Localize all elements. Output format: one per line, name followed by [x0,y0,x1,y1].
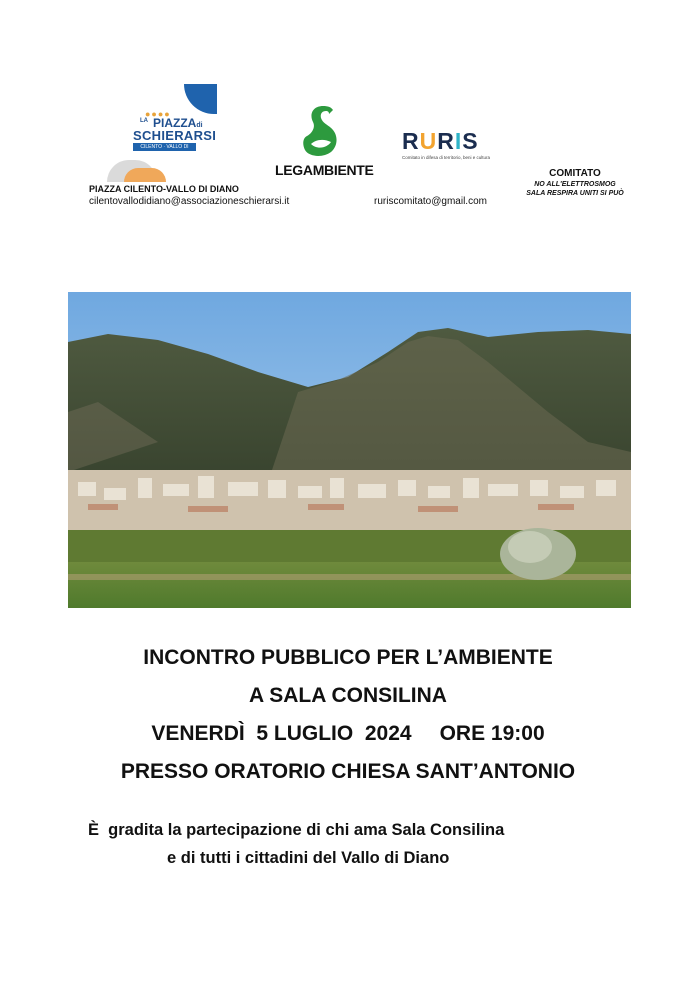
ruris-letter: R [402,128,420,154]
piazza-name: PIAZZA CILENTO-VALLO DI DIANO [89,184,239,194]
event-location: PRESSO ORATORIO CHIESA SANT’ANTONIO [120,760,576,783]
ruris-tagline: Comitato in difesa di territorio, beni e cultura [402,155,491,160]
bush-highlight [508,531,552,563]
event-date: VENERDÌ 5 LUGLIO 2024 [151,722,412,745]
ruris-email: ruriscomitato@gmail.com [374,196,487,207]
comitato-title: COMITATO [549,168,601,179]
logo-band: CILENTO · VALLO DI DIANO [133,143,196,151]
logo-corner-shape [184,84,217,114]
piazza-email: cilentovallodidiano@associazioneschierarsi.it [89,196,290,207]
event-time: ORE 19:00 [439,722,545,745]
town [68,470,631,530]
logo-piazza-text: PIAZZAdi [153,116,203,130]
invitation-line1: È gradita la partecipazione di chi ama Sala Consilina [88,821,505,839]
ruris-letter: S [462,128,479,154]
ruris-letter: I [454,128,463,154]
legambiente-swan-icon [301,104,339,158]
comitato-block [500,168,650,197]
logo-dots: ●●●● [145,109,171,119]
logo-schierarsi-text: SCHIERARSI [133,128,217,143]
invitation-line2: e di tutti i cittadini del Vallo di Diano [167,849,450,867]
comitato-line2: SALA RESPIRA UNITI SI PUÒ [526,190,624,197]
legambiente-name: LEGAMBIENTE [275,162,374,178]
ruris-letter: U [419,128,438,154]
landscape-photo [68,292,631,608]
event-datetime [0,722,696,746]
event-title-line2: A SALA CONSILINA [249,684,447,707]
ruris-logo [402,128,479,155]
ruris-letter: R [437,128,455,154]
piazza-logo [100,82,240,182]
event-title-line1: INCONTRO PUBBLICO PER L’AMBIENTE [143,646,553,669]
logo-semicircle-orange [124,168,166,182]
comitato-line1: NO ALL'ELETTROSMOG [534,181,616,188]
logo-small-text: LA [140,118,148,124]
